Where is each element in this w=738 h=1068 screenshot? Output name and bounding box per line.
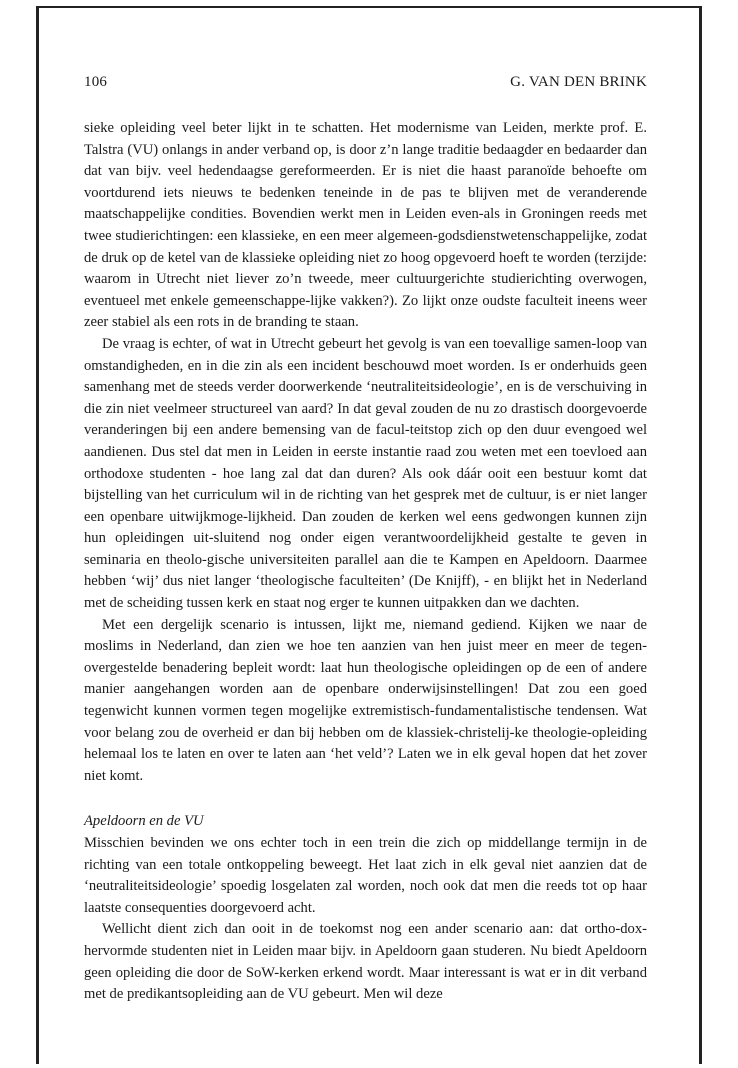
paragraph: De vraag is echter, of wat in Utrecht gebeurt het gevolg is van een toevallige samen-loop van omstandigheden, en in die zin als een incident beschouwd moet worden. Is er onderhuids geen samenhang met de steeds verder doorwerkende ‘neutraliteitsideologie’, en is de verschuiving in die zin niet veelmeer structureel van aard? In dat geval zouden de nu zo drastisch doorgevoerde veranderingen bij een andere bemensing van de facul-teitstop zich op den duur evengoed wel aandienen. Dus stel dat men in Leiden in eerste instantie raad zou weten met een toevloed aan orthodoxe studenten - hoe lang zal dat dan duren? Als ook dáár ooit een bestuur komt dat bijstelling van het curriculum wil in de richting van het gesprek met de cultuur, is er niet langer een openbare uitwijkmoge-lijkheid. Dan zouden de kerken wel eens gedwongen kunnen zijn hun opleidingen uit-sluitend nog onder eigen verantwoordelijkheid gestalte te geven in seminaria en theolo-gische universiteiten parallel aan die te Kampen en Apeldoorn. Daarmee hebben ‘wij’ dus niet langer ‘theologische faculteiten’ (De Knijff), - en blijkt het in Nederland met de scheiding tussen kerk en staat nog erger te kunnen uitpakken dan we dachten. (84, 335, 647, 612)
paragraph: sieke opleiding veel beter lijkt in te schatten. Het modernisme van Leiden, merkte prof. E. Talstra (VU) onlangs in ander verband op, is door z’n lange traditie bedaagder en bedaarder dan dat van bijv. veel hedendaagse gereformeerden. Er is niet die haast paranoïde behoefte om voortdurend iets nieuws te bedenken teneinde in de pas te blijven met de veranderende maatschappelijke condities. Bovendien werkt men in Leiden even-als in Groningen reeds met twee studierichtingen: een klassieke, en een meer algemeen-godsdienstwetenschappelijke, zodat de druk op de ketel van de klassieke opleiding niet zo hoog opgevoerd hoeft te worden (terzijde: waarom in Utrecht niet liever zo’n tweede, meer cultuurgerichte studierichting overwogen, eventueel met enkele gemeenschappe-lijke vakken?). Zo lijkt onze oudste faculteit ineens weer zeer stabiel als een rots in de branding te staan. (84, 120, 647, 331)
paragraph: Wellicht dient zich dan ooit in de toekomst nog een ander scenario aan: dat ortho-dox-hervormde studenten niet in Leiden maar bijv. in Apeldoorn gaan studeren. Nu biedt Apeldoorn geen opleiding die door de SoW-kerken erkend wordt. Maar interessant is wat er in dit verband met de predikantsopleiding aan de VU gebeurt. Men wil deze (84, 921, 647, 1003)
page-border-right (699, 6, 702, 1064)
body-text (84, 118, 647, 1006)
page-border-left (36, 6, 39, 1064)
running-header (84, 74, 647, 91)
page-border-top (38, 6, 702, 8)
page-number: 106 (84, 74, 108, 90)
paragraph: Misschien bevinden we ons echter toch in een trein die zich op middellange termijn in de richting van een totale ontkoppeling beweegt. Het laat zich in elk geval niet aanzien dat de ‘neutraliteitsideologie’ spoedig losgelaten zal worden, noch ook dat men die reeds tot op haar laatste consequenties doorgevoerd acht. (84, 835, 647, 916)
section-heading: Apeldoorn en de VU (84, 813, 204, 830)
running-head-author: G. VAN DEN BRINK (510, 74, 647, 90)
paragraph: Met een dergelijk scenario is intussen, lijkt me, niemand gediend. Kijken we naar de moslims in Nederland, dan zien we hoe ten aanzien van hen juist meer en meer de tegen-overgestelde benadering bepleit wordt: laat hun theologische opleidingen op de een of andere manier aangehangen worden aan de openbare onderwijsinstellingen! Dat zou een goed tegenwicht kunnen vormen tegen mogelijke extremistisch-fundamentalistische tendensen. Wat voor belang zou de overheid er dan bij hebben om de klassiek-christelij-ke theologie-opleiding helemaal los te laten en over te laten aan ‘het veld’? Laten we in elk geval hopen dat het zover niet komt. (84, 616, 647, 784)
